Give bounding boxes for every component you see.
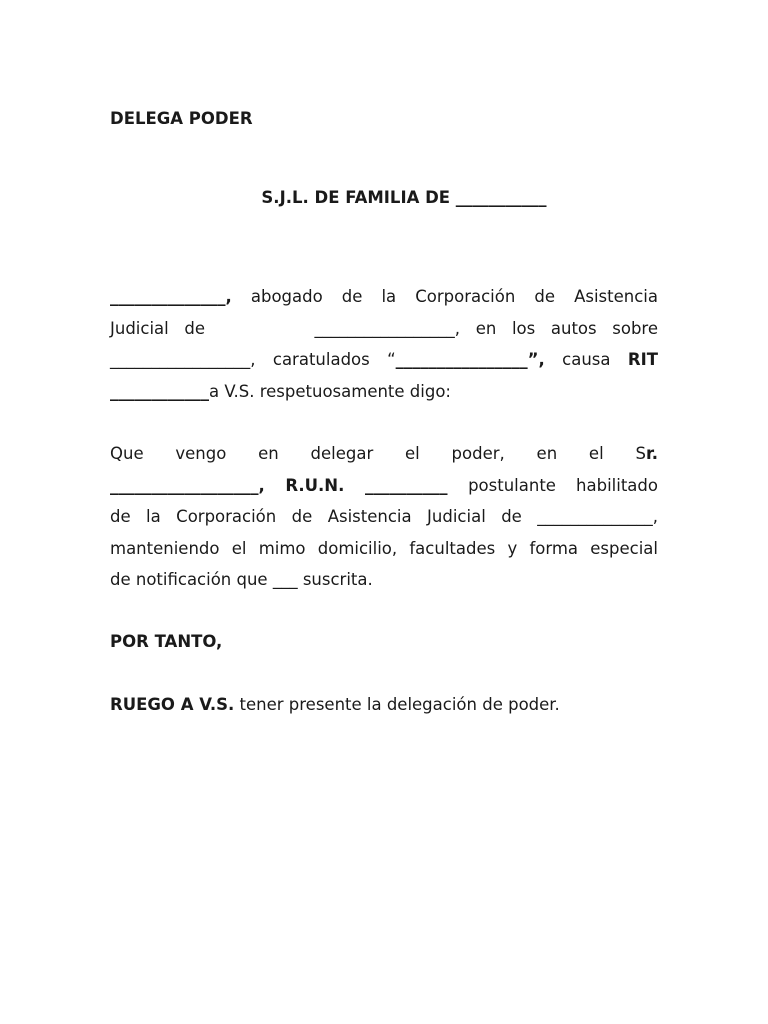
paragraph-delegation-line-4: manteniendo el mimo domicilio, facultades y forma especial [110,538,658,558]
intro-text-2a: Judicial de [110,318,206,338]
delegate-name-run: __________________, R.U.N. [110,475,345,495]
intro-text-4: a V.S. respetuosamente digo: [209,381,451,401]
intro-text-1: abogado de la Corporación de Asistencia [231,287,658,306]
lawyer-name-blank: ______________, [110,287,232,306]
paragraph-delegation-line-3: de la Corporación de Asistencia Judicial de ______________, [110,507,658,527]
judicial-blank: _________________, [314,318,461,338]
run-blank: __________ [344,475,469,495]
rit-blank: ____________ [110,381,209,401]
rit-label: RIT [627,350,658,370]
paragraph-intro [110,281,658,407]
paragraph-delegation-line-5: de notificación que ___ suscrita. [110,570,373,590]
intro-text-3c: causa [544,350,628,370]
caratulados-blank: ________________ [395,350,528,370]
delegation-sr-suffix: r. [645,444,658,463]
por-tanto-heading: POR TANTO, [110,632,223,651]
paragraph-intro-line-1 [110,281,658,313]
paragraph-delegation [110,438,658,596]
court-heading: S.J.L. DE FAMILIA DE ___________ [261,188,547,207]
paragraph-intro-line-4 [110,376,658,408]
paragraph-delegation-line-1 [110,438,658,470]
delegation-text-2: postulante habilitado [468,475,658,495]
ruego-text: tener presente la delegación de poder. [234,695,560,714]
intro-quote-close: ”, [527,350,545,370]
ruego-label: RUEGO A V.S. [110,695,235,714]
intro-text-3a: _________________, caratulados “ [110,350,396,370]
paragraph-intro-line-3 [110,344,658,376]
paragraph-intro-line-2 [110,313,658,345]
document-title: DELEGA PODER [110,109,253,128]
paragraph-delegation-line-2 [110,470,658,502]
delegation-text-1: Que vengo en delegar el poder, en el S [110,444,646,463]
intro-text-2c: en los autos sobre [475,318,658,338]
ruego-line [110,695,658,714]
